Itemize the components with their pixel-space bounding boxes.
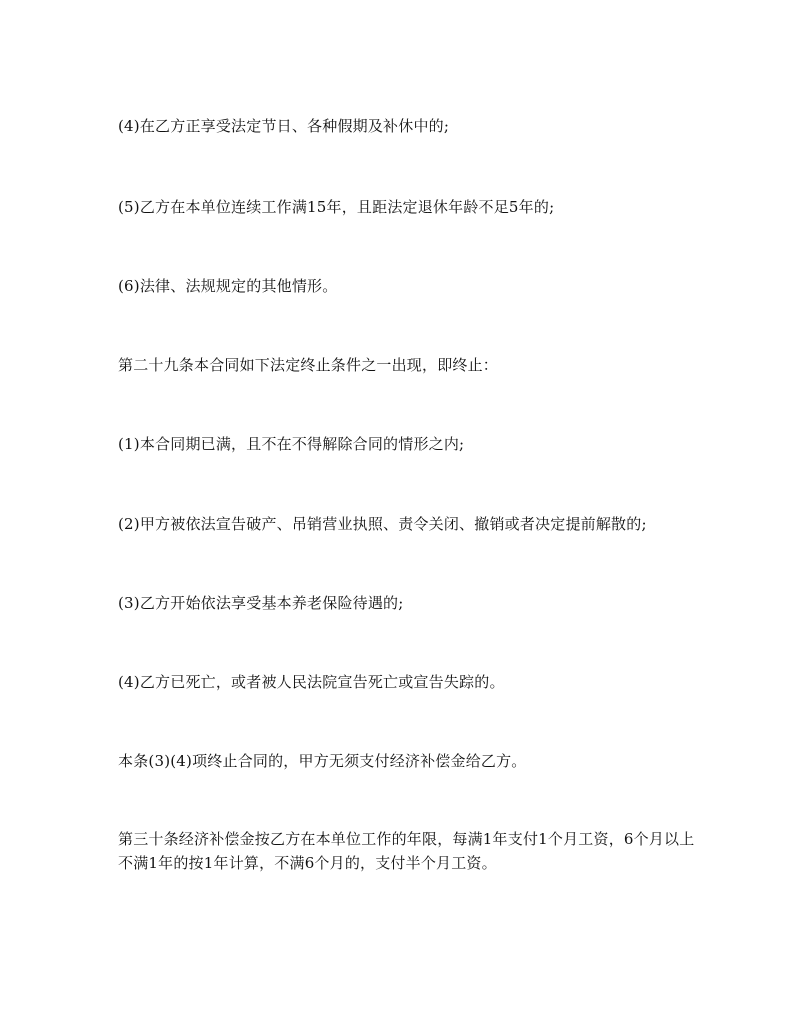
clause-item-6-other-cases: (6)法律、法规规定的其他情形。 — [118, 277, 338, 295]
termination-item-3: (3)乙方开始依法享受基本养老保险待遇的; — [118, 594, 404, 612]
article-30-compensation: 第三十条经济补偿金按乙方在本单位工作的年限，每满1年支付1个月工资，6个月以上不满1年的按1年计算，不满6个月的，支付半个月工资。 — [118, 830, 695, 872]
termination-item-1: (1)本合同期已满，且不在不得解除合同的情形之内; — [118, 435, 465, 453]
clause-item-5-service-years: (5)乙方在本单位连续工作满15年，且距法定退休年龄不足5年的; — [118, 198, 555, 216]
termination-note: 本条(3)(4)项终止合同的，甲方无须支付经济补偿金给乙方。 — [118, 752, 527, 770]
article-29-heading: 第二十九条本合同如下法定终止条件之一出现，即终止： — [118, 356, 499, 374]
clause-item-4-holidays: (4)在乙方正享受法定节日、各种假期及补休中的; — [118, 117, 450, 135]
termination-item-2: (2)甲方被依法宣告破产、吊销营业执照、责令关闭、撤销或者决定提前解散的; — [118, 515, 647, 533]
termination-item-4: (4)乙方已死亡，或者被人民法院宣告死亡或宣告失踪的。 — [118, 673, 505, 691]
